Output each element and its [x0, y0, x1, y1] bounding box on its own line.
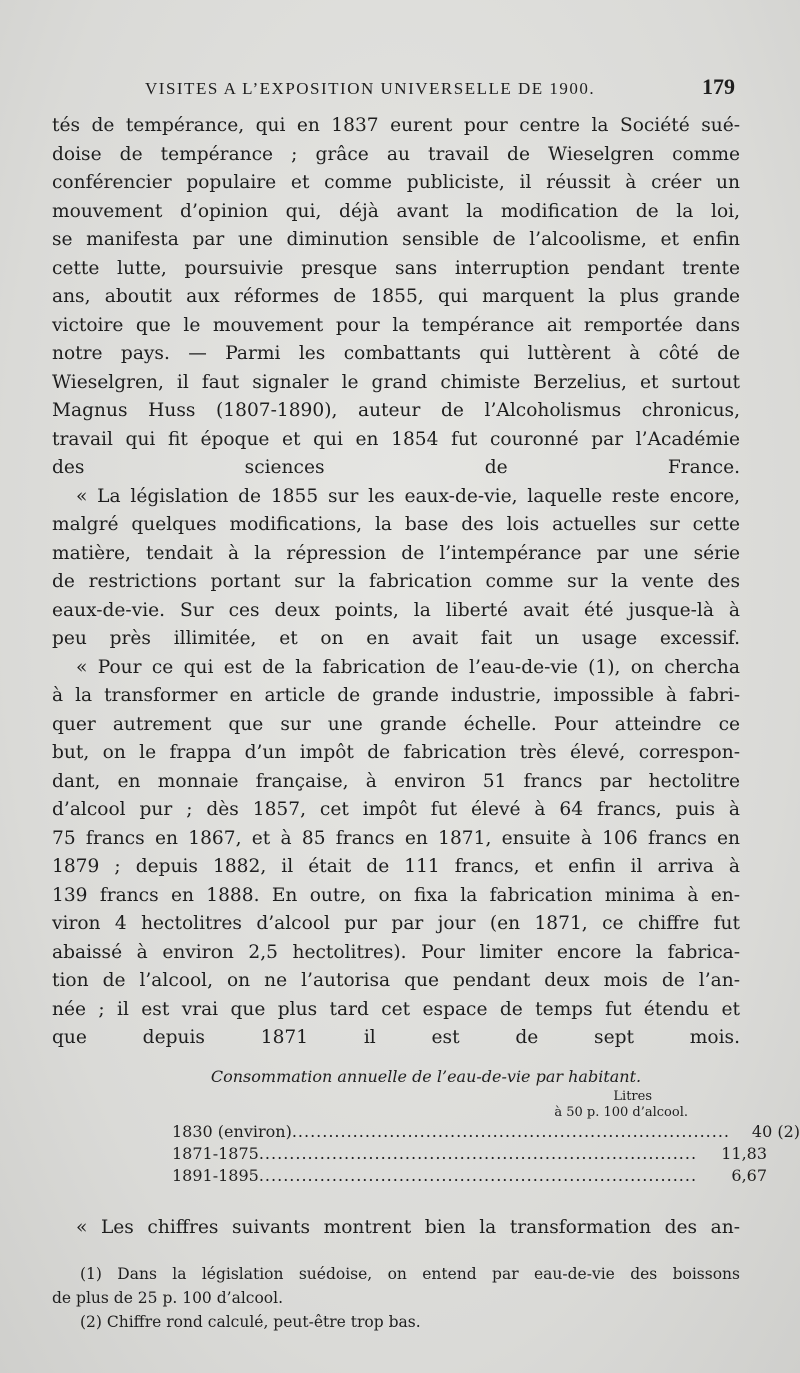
row-value: 11,83 [721, 1144, 768, 1163]
footnotes [52, 1262, 740, 1334]
text-line: d’alcool pur ; dès 1857, cet impôt fut élevé à 64 francs, puis à [52, 799, 740, 820]
table-title: Consommation annuelle de l’eau-de-vie par habitant. [210, 1067, 642, 1086]
text-line: « Pour ce qui est de la fabrication de l’eau-de-vie (1), on chercha [76, 656, 740, 678]
text-line: 139 francs en 1888. En outre, on fixa la fabrication minima à en- [52, 884, 740, 906]
leader-dots: ........................................................................ [291, 1122, 730, 1141]
text-line: eaux-de-vie. Sur ces deux points, la liberté avait été jusque-là à [52, 599, 740, 621]
table-row [172, 1143, 768, 1165]
paragraph-2 [52, 483, 740, 654]
text-line: 1879 ; depuis 1882, il était de 111 francs, et enfin il arriva à [52, 856, 740, 877]
text-line: 75 francs en 1867, et à 85 francs en 1871, ensuite à 106 francs en [52, 827, 740, 849]
text-line: ans, aboutit aux réformes de 1855, qui marquent la plus grande [52, 286, 740, 307]
row-label: 1830 (environ) [172, 1122, 292, 1141]
text-line: travail qui fit époque et qui en 1854 fut couronné par l’Académie [52, 428, 740, 450]
running-header [145, 74, 735, 106]
table-unit-line: à 50 p. 100 d’alcool. [554, 1105, 688, 1120]
text-line: née ; il est vrai que plus tard cet espace de temps fut étendu et [52, 998, 740, 1020]
footnote-2: (2) Chiffre rond calculé, peut-être trop bas. [80, 1313, 421, 1331]
paragraph-3 [52, 654, 740, 1053]
footnote-1-continuation: de plus de 25 p. 100 d’alcool. [52, 1289, 284, 1307]
page-number: 179 [702, 74, 735, 99]
text-line: mouvement d’opinion qui, déjà avant la modification de la loi, [52, 200, 740, 222]
row-label: 1871-1875 [172, 1144, 259, 1163]
text-line: tés de tempérance, qui en 1837 eurent pour centre la Société sué- [52, 115, 740, 136]
text-line: cette lutte, poursuivie presque sans interruption pendant trente [52, 257, 740, 279]
text-line: que depuis 1871 il est de sept mois. [52, 1027, 740, 1048]
text-line: dant, en monnaie française, à environ 51 francs par hectolitre [52, 770, 740, 792]
paragraph-1 [52, 112, 740, 483]
text-line: se manifesta par une diminution sensible de l’alcoolisme, et enfin [52, 229, 740, 250]
text-line: malgré quelques modifications, la base des lois actuelles sur cette [52, 514, 740, 535]
text-line: « La législation de 1855 sur les eaux-de-vie, laquelle reste encore, [76, 485, 740, 507]
text-line: conférencier populaire et comme publiciste, il réussit à créer un [52, 172, 740, 193]
text-line: de restrictions portant sur la fabrication comme sur la vente des [52, 571, 740, 592]
text-line: matière, tendait à la répression de l’intempérance par une série [52, 542, 740, 564]
leader-dots: ........................................................................ [258, 1144, 698, 1163]
row-value: 6,67 [731, 1166, 768, 1185]
text-line: tion de l’alcool, on ne l’autorisa que pendant deux mois de l’an- [52, 970, 740, 991]
text-line: but, on le frappa d’un impôt de fabrication très élevé, correspon- [52, 742, 740, 763]
table-body [172, 1121, 800, 1187]
text-line: notre pays. — Parmi les combattants qui luttèrent à côté de [52, 343, 740, 364]
table-unit-line: Litres [613, 1089, 652, 1104]
table-unit [52, 1089, 740, 1121]
row-value: 40 (2) [751, 1122, 800, 1141]
continuation-paragraph [52, 1214, 740, 1243]
row-label: 1891-1895 [172, 1166, 259, 1185]
text-line: quer autrement que sur une grande échelle. Pour atteindre ce [52, 713, 740, 735]
running-title: VISITES A L’EXPOSITION UNIVERSELLE DE 1900. [145, 79, 596, 98]
table-row [172, 1121, 800, 1143]
text-line: doise de tempérance ; grâce au travail de Wieselgren comme [52, 143, 740, 165]
table-row [172, 1165, 768, 1187]
text-line: des sciences de France. [52, 457, 740, 478]
text-line: à la transformer en article de grande industrie, impossible à fabri- [52, 685, 740, 706]
text-line: peu près illimitée, et on en avait fait un usage excessif. [52, 628, 740, 649]
text-line: abaissé à environ 2,5 hectolitres). Pour limiter encore la fabrica- [52, 941, 740, 963]
leader-dots: ........................................................................ [258, 1166, 698, 1185]
body-text [52, 112, 740, 1053]
text-line: Magnus Huss (1807-1890), auteur de l’Alcoholismus chronicus, [52, 400, 740, 421]
consumption-table [52, 1065, 800, 1187]
text-line: Wieselgren, il faut signaler le grand chimiste Berzelius, et surtout [52, 371, 740, 393]
footnote-1: (1) Dans la législation suédoise, on entend par eau-de-vie des boissons [80, 1265, 740, 1283]
text-line: « Les chiffres suivants montrent bien la transformation des an- [76, 1217, 740, 1238]
text-line: victoire que le mouvement pour la tempérance ait remportée dans [52, 314, 740, 336]
text-line: viron 4 hectolitres d’alcool pur par jour (en 1871, ce chiffre fut [52, 913, 740, 934]
